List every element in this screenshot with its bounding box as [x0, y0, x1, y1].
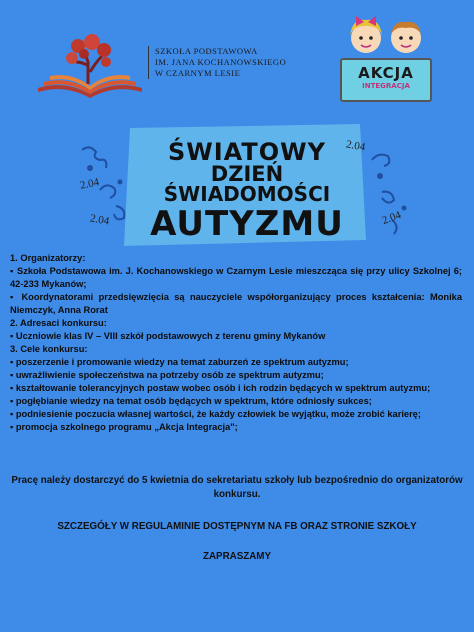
title-line4: AUTYZMU: [150, 204, 344, 244]
book-tree-icon: [30, 32, 150, 112]
goal-item: ▪ poszerzenie i promowanie wiedzy na temat zaburzeń ze spektrum autyzmu;: [10, 357, 349, 367]
akcja-integracja-logo: [336, 8, 436, 108]
school-name-line3: W CZARNYM LESIE: [155, 68, 241, 78]
section-organizers: 1. Organizatorzy:: [10, 253, 86, 263]
date-label-3: 2.04: [345, 138, 367, 154]
organizer-coordinators: ▪ Koordynatorami przedsięwzięcia są nauczyciele współorganizujący proces kształcenia: Monika Niemczyk, Anna Rorat: [10, 292, 462, 315]
contest-details: [10, 252, 462, 434]
school-name-line2: IM. JANA KOCHANOWSKIEGO: [155, 57, 287, 67]
invitation: ZAPRASZAMY: [202, 551, 272, 562]
school-name-line1: SZKOŁA PODSTAWOWA: [155, 46, 258, 56]
title-line1: ŚWIATOWY: [167, 138, 327, 166]
title-banner: [20, 120, 460, 250]
date-label-2: 2.04: [89, 212, 111, 228]
goal-item: ▪ podniesienie poczucia własnej wartości, że każdy człowiek be wyjątku, może zrobić karierę;: [10, 409, 421, 419]
date-label-4: 2.04: [380, 209, 403, 227]
audience-students: ▪ Uczniowie klas IV – VIII szkół podstawowych z terenu gminy Mykanów: [10, 331, 326, 341]
date-label-1: 2.04: [78, 176, 101, 192]
section-goals: 3. Cele konkursu:: [10, 344, 88, 354]
title-line3: ŚWIADOMOŚCI: [163, 182, 331, 206]
section-audience: 2. Adresaci konkursu:: [10, 318, 107, 328]
school-name: [148, 46, 288, 79]
organizer-school: ▪ Szkoła Podstawowa im. J. Kochanowskiego w Czarnym Lesie mieszcząca się przy ulicy Szkolnej 6; 42-233 Mykanów;: [10, 266, 462, 289]
goal-item: ▪ promocja szkolnego programu „Akcja Integracja";: [10, 422, 238, 432]
akcja-subtitle: INTEGRACJA: [362, 82, 410, 90]
goal-item: ▪ kształtowanie tolerancyjnych postaw wobec osób i ich rodzin będących w spektrum autyzmu;: [10, 383, 431, 393]
regulations-note: SZCZEGÓŁY W REGULAMINIE DOSTĘPNYM NA FB ORAZ STRONIE SZKOŁY: [57, 521, 417, 532]
akcja-title: AKCJA: [358, 64, 414, 82]
title-line2: DZIEŃ: [210, 162, 284, 186]
akcja-sign: [340, 58, 432, 102]
goal-item: ▪ uwrażliwienie społeczeństwa na potrzeby osób ze spektrum autyzmu;: [10, 370, 324, 380]
submission-info: Pracę należy dostarczyć do 5 kwietnia do sekretariatu szkoły lub bezpośrednio do organizatorów konkursu.: [11, 475, 463, 500]
goal-item: ▪ pogłębianie wiedzy na temat osób będących w spektrum, które odniosły sukces;: [10, 396, 372, 406]
children-icon: [336, 8, 436, 64]
